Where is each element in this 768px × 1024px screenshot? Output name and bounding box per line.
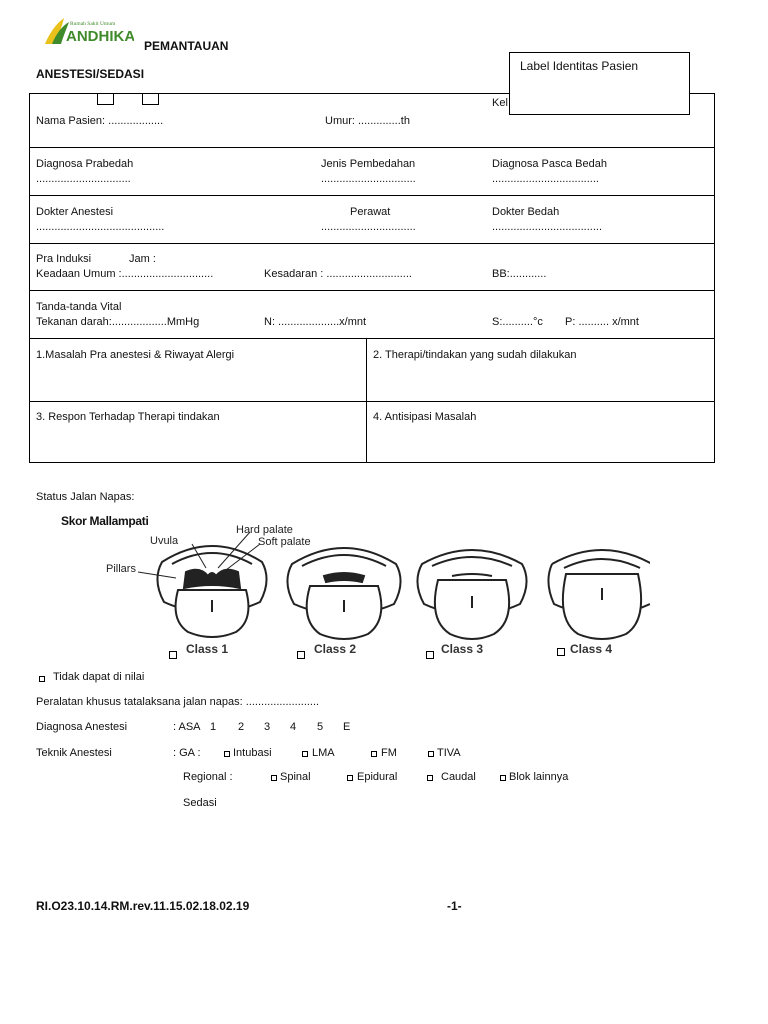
- logo-mark-icon: [42, 14, 134, 48]
- class4-checkbox[interactable]: [557, 648, 565, 656]
- asa-grade-2[interactable]: 2: [238, 721, 245, 733]
- patient-id-label-text: Label Identitas Pasien: [520, 59, 639, 73]
- masalah-label: 1.Masalah Pra anestesi & Riwayat Alergi: [36, 349, 235, 361]
- hospital-logo: [42, 14, 134, 48]
- dokter-bedah-label: Dokter Bedah: [492, 206, 560, 218]
- tanda-vital-label: Tanda-tanda Vital: [36, 301, 122, 313]
- tidak-dapat-label: Tidak dapat di nilai: [53, 671, 145, 683]
- diagnosa-prabedah-label: Diagnosa Prabedah: [36, 158, 134, 170]
- row-divider: [29, 147, 715, 148]
- row-divider: [29, 290, 715, 291]
- document-code: RI.O23.10.14.RM.rev.11.15.02.18.02.19: [36, 899, 250, 913]
- mallampati-class1-mouth-icon: [157, 546, 266, 637]
- pra-induksi-label: Pra Induksi: [36, 253, 92, 265]
- class4-label: Class 4: [570, 642, 613, 656]
- asa-grade-4[interactable]: 4: [290, 721, 297, 733]
- tekanan-darah-field[interactable]: Tekanan darah:..................MmHg: [36, 316, 200, 328]
- diagnosa-prabedah-field[interactable]: ...............................: [36, 173, 131, 185]
- mallampati-illustration: [100, 520, 650, 660]
- class2-checkbox[interactable]: [297, 651, 305, 659]
- jam-field[interactable]: Jam :: [129, 253, 156, 265]
- intubasi-checkbox[interactable]: [224, 751, 230, 757]
- blok-lainnya-checkbox[interactable]: [500, 775, 506, 781]
- caudal-label: Caudal: [441, 771, 476, 783]
- lma-checkbox[interactable]: [302, 751, 308, 757]
- form-title-line1: PEMANTAUAN: [144, 39, 229, 53]
- page-number: -1-: [447, 899, 462, 913]
- status-jalan-napas-label: Status Jalan Napas:: [36, 491, 135, 503]
- regional-label: Regional :: [183, 771, 233, 783]
- asa-grade-e[interactable]: E: [343, 721, 351, 733]
- asa-grade-1[interactable]: 1: [210, 721, 217, 733]
- nama-pasien-field[interactable]: Nama Pasien: ..................: [36, 115, 164, 127]
- perawat-field[interactable]: ...............................: [321, 221, 416, 233]
- form-title-line2: ANESTESI/SEDASI: [36, 67, 145, 81]
- mallampati-class4-mouth-icon: [548, 550, 650, 639]
- nadi-field[interactable]: N: ....................x/mnt: [264, 316, 367, 328]
- skor-mallampati-title: Skor Mallampati: [61, 514, 149, 528]
- lma-label: LMA: [312, 747, 335, 759]
- kel-fragment: Kel: [492, 97, 508, 109]
- caudal-checkbox[interactable]: [427, 775, 433, 781]
- class1-label: Class 1: [186, 642, 229, 656]
- blok-lainnya-label: Blok lainnya: [509, 771, 569, 783]
- column-divider: [366, 338, 367, 463]
- row-divider: [29, 401, 715, 402]
- intubasi-label: Intubasi: [233, 747, 272, 759]
- dokter-bedah-field[interactable]: ....................................: [492, 221, 603, 233]
- hard-palate-label: Hard palate: [236, 524, 293, 536]
- umur-field[interactable]: Umur: ..............th: [325, 115, 410, 127]
- logo-tagline: Rumah Sakit Umum: [70, 21, 116, 27]
- soft-palate-label: Soft palate: [258, 536, 311, 548]
- fm-label: FM: [381, 747, 397, 759]
- bb-field[interactable]: BB:............: [492, 268, 547, 280]
- logo-name: ANDHIKA: [66, 28, 134, 45]
- kesadaran-field[interactable]: Kesadaran : ............................: [264, 268, 412, 280]
- diagnosa-pasca-bedah-field[interactable]: ...................................: [492, 173, 599, 185]
- teknik-anestesi-label: Teknik Anestesi: [36, 747, 112, 759]
- mallampati-class3-mouth-icon: [417, 550, 526, 639]
- spinal-checkbox[interactable]: [271, 775, 277, 781]
- keadaan-umum-field[interactable]: Keadaan Umum :..............................: [36, 268, 214, 280]
- tiva-checkbox[interactable]: [428, 751, 434, 757]
- peralatan-khusus-field[interactable]: Peralatan khusus tatalaksana jalan napas: ........................: [36, 696, 320, 708]
- class2-label: Class 2: [314, 642, 357, 656]
- row-divider: [29, 338, 715, 339]
- epidural-checkbox[interactable]: [347, 775, 353, 781]
- suhu-field[interactable]: S:..........°c: [492, 316, 543, 328]
- asa-grade-5[interactable]: 5: [317, 721, 324, 733]
- class1-checkbox[interactable]: [169, 651, 177, 659]
- class3-checkbox[interactable]: [426, 651, 434, 659]
- therapi-label: 2. Therapi/tindakan yang sudah dilakukan: [373, 349, 577, 361]
- tidak-dapat-checkbox[interactable]: [39, 676, 45, 682]
- mallampati-class2-mouth-icon: [287, 548, 400, 639]
- respon-label: 3. Respon Terhadap Therapi tindakan: [36, 411, 220, 423]
- class3-label: Class 3: [441, 642, 484, 656]
- dokter-anestesi-label: Dokter Anestesi: [36, 206, 114, 218]
- antisipasi-label: 4. Antisipasi Masalah: [373, 411, 477, 423]
- patient-id-label-box: [509, 52, 690, 115]
- spinal-label: Spinal: [280, 771, 311, 783]
- asa-label: : ASA: [173, 721, 201, 733]
- dokter-anestesi-field[interactable]: ..........................................: [36, 221, 165, 233]
- sedasi-label: Sedasi: [183, 797, 217, 809]
- fm-checkbox[interactable]: [371, 751, 377, 757]
- pernapasan-field[interactable]: P: .......... x/mnt: [565, 316, 639, 328]
- tiva-label: TIVA: [437, 747, 461, 759]
- asa-grade-3[interactable]: 3: [264, 721, 271, 733]
- jenis-pembedahan-label: Jenis Pembedahan: [321, 158, 416, 170]
- diagnosa-anestesi-label: Diagnosa Anestesi: [36, 721, 128, 733]
- uvula-label: Uvula: [150, 535, 179, 547]
- perawat-label: Perawat: [350, 206, 391, 218]
- diagnosa-pasca-bedah-label: Diagnosa Pasca Bedah: [492, 158, 607, 170]
- pillars-label: Pillars: [106, 563, 136, 575]
- ga-label: : GA :: [173, 747, 201, 759]
- row-divider: [29, 195, 715, 196]
- row-divider: [29, 243, 715, 244]
- jenis-pembedahan-field[interactable]: ...............................: [321, 173, 416, 185]
- epidural-label: Epidural: [357, 771, 398, 783]
